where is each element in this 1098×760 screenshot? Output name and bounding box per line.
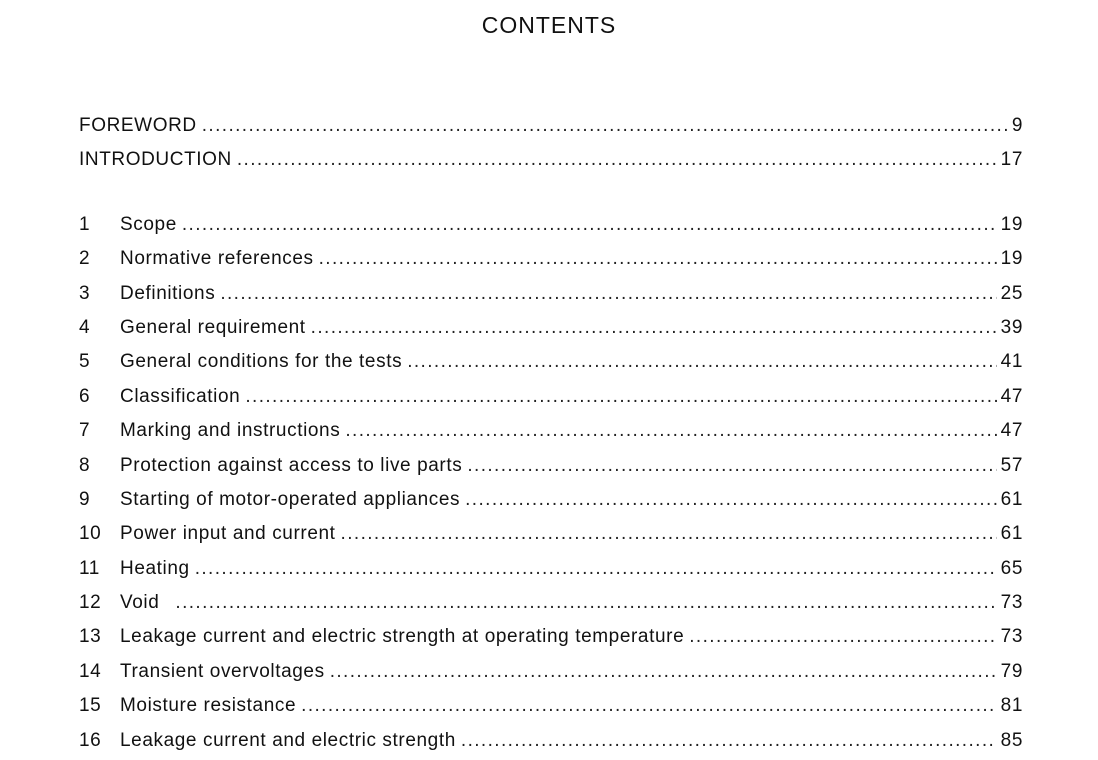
toc-entry-number: 12 <box>79 592 102 614</box>
toc-entry-section[interactable] <box>79 657 1023 691</box>
toc-entry-page: 39 <box>1000 316 1023 338</box>
dot-leader <box>345 416 996 446</box>
toc-entry-page: 47 <box>1000 420 1023 442</box>
dot-leader <box>407 347 996 377</box>
toc-entry-page: 73 <box>1000 626 1023 648</box>
toc-entry-label: Protection against access to live parts <box>120 454 463 476</box>
toc-entry-label: Moisture resistance <box>120 695 297 717</box>
toc-entry-number: 1 <box>79 213 91 235</box>
toc-entry-page: 81 <box>1000 695 1023 717</box>
toc-entry-label: Transient overvoltages <box>120 660 325 682</box>
toc-entry-number: 9 <box>79 488 91 510</box>
toc-entry-page: 41 <box>1000 351 1023 373</box>
dot-leader <box>319 244 997 274</box>
toc-entry-label: INTRODUCTION <box>79 149 232 171</box>
dot-leader <box>237 145 997 175</box>
dot-leader <box>311 313 997 343</box>
page-title: CONTENTS <box>481 12 617 38</box>
toc-entry-section[interactable] <box>79 554 1023 588</box>
toc-entry-label: Power input and current <box>120 523 336 545</box>
toc-entry-foreword[interactable] <box>79 111 1023 145</box>
dot-leader <box>301 691 997 721</box>
toc-entry-label: General conditions for the tests <box>120 351 403 373</box>
dot-leader <box>245 382 996 412</box>
toc-entry-section[interactable] <box>79 451 1023 485</box>
toc-entry-page: 61 <box>1000 488 1023 510</box>
toc-entry-label: FOREWORD <box>79 115 197 136</box>
toc-entry-page: 25 <box>1000 282 1023 304</box>
toc-entry-number: 6 <box>79 385 91 407</box>
toc-entry-section[interactable] <box>79 279 1023 313</box>
dot-leader <box>195 554 997 584</box>
toc-entry-number: 5 <box>79 351 91 373</box>
toc-entry-label: Marking and instructions <box>120 420 341 442</box>
toc-entry-number: 14 <box>79 660 102 682</box>
toc-entry-section[interactable] <box>79 210 1023 244</box>
toc-entry-section[interactable] <box>79 244 1023 278</box>
toc-entry-section[interactable] <box>79 347 1023 381</box>
toc-entry-section[interactable] <box>79 382 1023 416</box>
dot-leader <box>220 279 996 309</box>
toc-entry-number: 15 <box>79 695 102 717</box>
dot-leader <box>461 726 997 756</box>
toc-entry-section[interactable] <box>79 588 1023 622</box>
toc-entry-number: 13 <box>79 626 102 648</box>
toc-entry-label: General requirement <box>120 316 306 338</box>
toc-entry-page: 79 <box>1000 660 1023 682</box>
toc-entry-section[interactable] <box>79 485 1023 519</box>
toc-entry-page: 19 <box>1000 213 1023 235</box>
toc-entry-number: 11 <box>79 557 100 579</box>
toc-entry-number: 2 <box>79 248 91 270</box>
toc-entry-number: 4 <box>79 316 91 338</box>
toc-entry-label: Heating <box>120 557 190 579</box>
dot-leader <box>182 210 997 240</box>
toc-entry-label: Scope <box>120 213 177 235</box>
dot-leader <box>689 622 996 652</box>
toc-entry-number: 16 <box>79 729 102 751</box>
dot-leader <box>175 588 996 618</box>
dot-leader <box>330 657 997 687</box>
toc-entry-section[interactable] <box>79 691 1023 725</box>
toc-entry-number: 10 <box>79 523 102 545</box>
dot-leader <box>467 451 996 481</box>
toc-entry-section[interactable] <box>79 416 1023 450</box>
toc-entry-page: 65 <box>1000 557 1023 579</box>
toc-entry-label: Leakage current and electric strength <box>120 729 456 751</box>
table-of-contents <box>79 111 1023 760</box>
toc-entry-introduction[interactable] <box>79 145 1023 179</box>
toc-entry-page: 19 <box>1000 248 1023 270</box>
toc-entry-label: Normative references <box>120 248 314 270</box>
toc-entry-page: 61 <box>1000 523 1023 545</box>
toc-entry-page: 47 <box>1000 385 1023 407</box>
dot-leader <box>202 111 1008 141</box>
toc-entry-page: 9 <box>1011 115 1023 136</box>
toc-entry-label: Definitions <box>120 282 216 304</box>
toc-entry-section[interactable] <box>79 622 1023 656</box>
toc-entry-page: 85 <box>1000 729 1023 751</box>
toc-entry-section[interactable] <box>79 313 1023 347</box>
dot-leader <box>341 519 997 549</box>
toc-entry-page: 17 <box>1000 149 1023 171</box>
toc-entry-number: 7 <box>79 420 91 442</box>
toc-entry-page: 57 <box>1000 454 1023 476</box>
toc-entry-number: 3 <box>79 282 91 304</box>
toc-entry-label: Leakage current and electric strength at operating temperature <box>120 626 685 648</box>
dot-leader <box>465 485 997 515</box>
toc-entry-page: 73 <box>1000 592 1023 614</box>
toc-entry-label: Void <box>120 592 160 614</box>
toc-entry-label: Starting of motor-operated appliances <box>120 488 461 510</box>
toc-entry-label: Classification <box>120 385 241 407</box>
toc-entry-section[interactable] <box>79 726 1023 760</box>
toc-entry-section[interactable] <box>79 519 1023 553</box>
toc-entry-number: 8 <box>79 454 91 476</box>
